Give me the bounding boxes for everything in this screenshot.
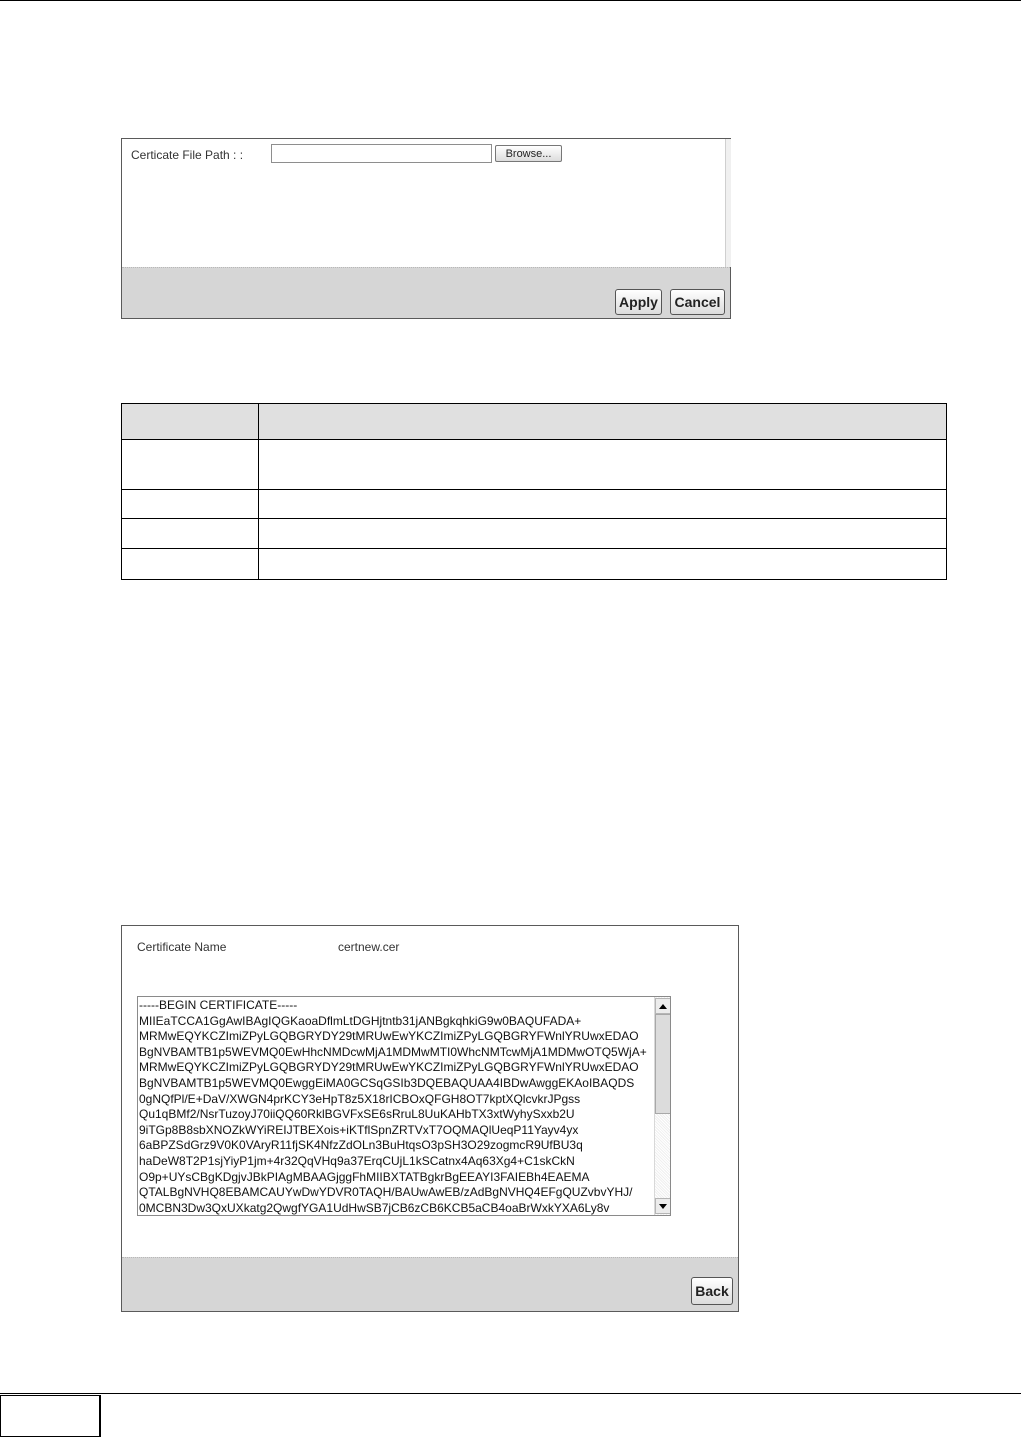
apply-button[interactable]: Apply xyxy=(615,289,662,315)
panel-scrollbar[interactable] xyxy=(725,139,731,267)
scroll-up-arrow-icon[interactable] xyxy=(655,998,671,1014)
page-number-box xyxy=(0,1395,101,1437)
table-cell xyxy=(259,440,947,490)
table-cell xyxy=(122,519,259,549)
certificate-line: MRMwEQYKCZImiZPyLGQBGRYDY29tMRUwEwYKCZImiZPyLGQBGRYFWnlYRUwxEDAO xyxy=(139,1029,639,1044)
table-header-row xyxy=(122,404,947,440)
certificate-line: 9iTGp8B8sbXNOZkWYiREIJTBEXois+iKTflSpnZRTVxT7OQMAQlUeqP11Yayv4yx xyxy=(139,1122,579,1137)
certificate-line: -----BEGIN CERTIFICATE----- xyxy=(139,998,298,1012)
certificate-line: 6aBPZSdGrz9V0K0VAryR11fjSK4NfzZdOLn3BuHtqsO3pSH3O29zogmcR9UfBU3q xyxy=(139,1138,583,1153)
certificate-line: 0MCBN3Dw3QxUXkatg2QwgfYGA1UdHwSB7jCB6zCB6KCB5aCB4oaBrWxkYXA6Ly8v xyxy=(139,1200,610,1215)
table-header-label xyxy=(122,404,259,440)
certificate-line: QTALBgNVHQ8EBAMCAUYwDwYDVR0TAQH/BAUwAwEB/zAdBgNVHQ4EFgQUZvbvYHJ/ xyxy=(139,1185,633,1200)
certificate-line: BgNVBAMTB1p5WEVMQ0EwHhcNMDcwMjA1MDMwMTI0WhcNMTcwMjA1MDMwOTQ5WjA+ xyxy=(139,1044,647,1059)
scroll-thumb[interactable] xyxy=(655,1014,671,1114)
page-bottom-rule xyxy=(0,1393,1021,1394)
certificate-name-value: certnew.cer xyxy=(338,940,400,954)
table-cell xyxy=(259,519,947,549)
scroll-down-arrow-icon[interactable] xyxy=(655,1198,671,1214)
certificate-upload-panel xyxy=(121,138,731,319)
certificate-text-area[interactable] xyxy=(137,996,671,1216)
browse-button[interactable]: Browse... xyxy=(495,145,562,162)
certificate-name-label: Certificate Name xyxy=(137,940,227,954)
page-top-rule xyxy=(0,0,1021,1)
cancel-button[interactable]: Cancel xyxy=(670,289,725,315)
certificate-content xyxy=(139,998,652,1216)
table-row xyxy=(122,490,947,519)
table-row xyxy=(122,519,947,549)
certificate-line: BgNVBAMTB1p5WEVMQ0EwggEiMA0GCSqGSIb3DQEBAQUAA4IBDwAwggEKAoIBAQDS xyxy=(139,1075,635,1090)
table-cell xyxy=(122,440,259,490)
file-path-label: Certicate File Path : : xyxy=(131,148,244,162)
certificate-line: O9p+UYsCBgKDgjvJBkPIAgMBAAGjggFhMIIBXTATBgkrBgEEAYI3FAIEBh4EAEMA xyxy=(139,1169,590,1184)
certificate-line: haDeW8T2P1sjYiyP1jm+4r32QqVHq9a37ErqCUjL1kSCatnx4Aq63Xg4+C1skCkN xyxy=(139,1153,575,1168)
table-row xyxy=(122,549,947,580)
table-row xyxy=(122,440,947,490)
file-path-input[interactable] xyxy=(271,144,492,163)
panel-footer xyxy=(122,1257,738,1311)
certificate-details-panel xyxy=(121,925,739,1312)
certificate-line: MIIEaTCCA1GgAwIBAgIQGKaoaDflmLtDGHjtntb31jANBgkqhkiG9w0BAQUFADA+ xyxy=(139,1013,582,1028)
table-cell xyxy=(122,549,259,580)
certificate-line: 0gNQfPl/E+DaV/XWGN4prKCY3eHpT8z5X18rICBOxQFGH8OT7kptXQlcvkrJPgss xyxy=(139,1091,581,1106)
table-cell xyxy=(259,490,947,519)
certificate-line: Qu1qBMf2/NsrTuzoyJ70iiQQ60RklBGVFxSE6sRruL8UuKAHbTX3xtWyhySxxb2U xyxy=(139,1107,575,1122)
table-cell xyxy=(122,490,259,519)
back-button[interactable]: Back xyxy=(691,1277,733,1305)
table-header-description xyxy=(259,404,947,440)
field-description-table xyxy=(121,403,947,580)
certificate-line: MRMwEQYKCZImiZPyLGQBGRYDY29tMRUwEwYKCZImiZPyLGQBGRYFWnlYRUwxEDAO xyxy=(139,1060,639,1075)
table-cell xyxy=(259,549,947,580)
